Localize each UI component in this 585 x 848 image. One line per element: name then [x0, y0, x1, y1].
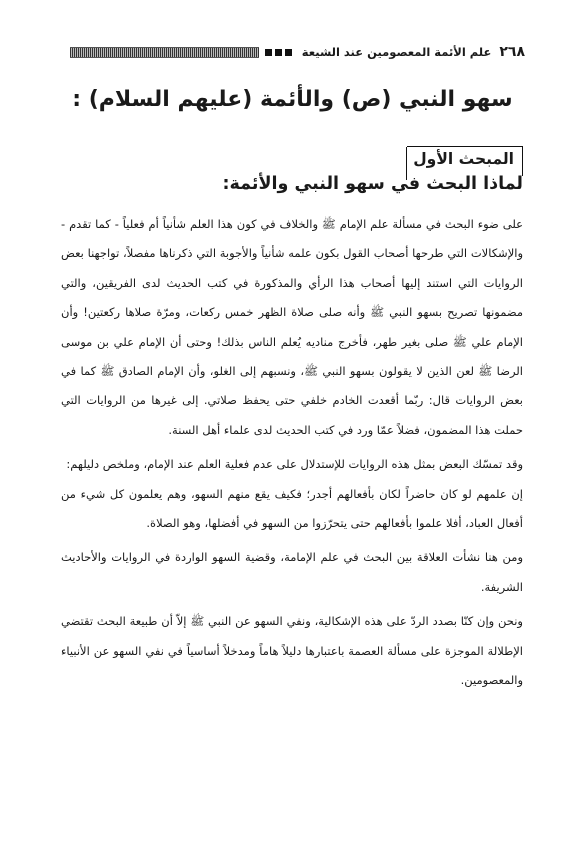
header-ornament-squares — [265, 49, 292, 56]
paragraph: ونحن وإن كنّا بصدد الردّ على هذه الإشكالية، ونفي السهو عن النبي ﷺ إلاّ أن طبيعة البحث تقتضي الإطلالة الموجزة على مسألة العصمة باعتبارها دليلاً هاماً ومدخلاً أساسياً في نفي السهو عن الأنبياء والمعصومين. — [61, 614, 523, 688]
running-header-title: علم الأئمة المعصومين عند الشيعة — [301, 45, 492, 59]
ornament-square — [265, 49, 272, 56]
section-label-box: المبحث الأول — [407, 146, 523, 176]
ornament-square — [275, 49, 282, 56]
ornament-square — [285, 49, 292, 56]
paragraph: وقد تمسّك البعض بمثل هذه الروايات للإستدلال على عدم فعلية العلم عند الإمام، وملخص دليلهم: — [66, 457, 523, 472]
chapter-title: سهو النبي (ص) والأئمة (عليهم السلام) : — [72, 87, 513, 112]
paragraph: على ضوء البحث في مسألة علم الإمام ﷺ والخلاف في كون هذا العلم شأنياً أم فعلياً - كما تقدم - والإشكالات التي طرحها أصحاب القول بكون علمه شأنياً والأجوبة التي ذكرناها مفصلاً، تواجهنا بعض الروايات التي استند إليها أصحاب هذا الرأي والمذكورة في كتب الحديث لدى الفريقين، والتي مضمونها تصريح بسهو النبي ﷺ وأنه صلى صلاة الظهر خمس ركعات، ومرّة صلاها ركعتين! وأن الإمام علي ﷺ صلى بغير طهر، فأخرج مناديه يُعلم الناس بذلك! وحتى أن الإمام علي بن موسى الرضا ﷺ لعن الذين لا يقولون بسهو النبي ﷺ، ونسبهم إلى الغلو، وأن الإمام الصادق ﷺ كما في بعض الروايات قال: ربّما أقعدت الخادم خلفي حتى يحفظ صلاتي. إلى غيرها من الروايات التي حملت هذا المضمون، فضلاً عمّا ورد في كتب الحديث لدى علماء أهل السنة. — [61, 217, 523, 437]
paragraph: إن علمهم لو كان حاضراً لكان بأفعالهم أجدر؛ فكيف يقع منهم السهو، وهم يعلمون كل شيء من أفعال العباد، أفلا علموا بأفعالهم حتى يتحرّزوا من السهو في أفضلها، وهو الصلاة. — [61, 486, 523, 531]
section-subtitle: لماذا البحث في سهو النبي والأئمة: — [222, 174, 523, 194]
paragraph: ومن هنا نشأت العلاقة بين البحث في علم الإمامة، وقضية السهو الواردة في الروايات والأحاديث الشريفة. — [61, 550, 523, 594]
body-text — [61, 210, 523, 696]
page-number: ٢٦٨ — [499, 44, 525, 60]
running-header — [70, 41, 525, 63]
header-ornament-bar — [70, 47, 259, 58]
